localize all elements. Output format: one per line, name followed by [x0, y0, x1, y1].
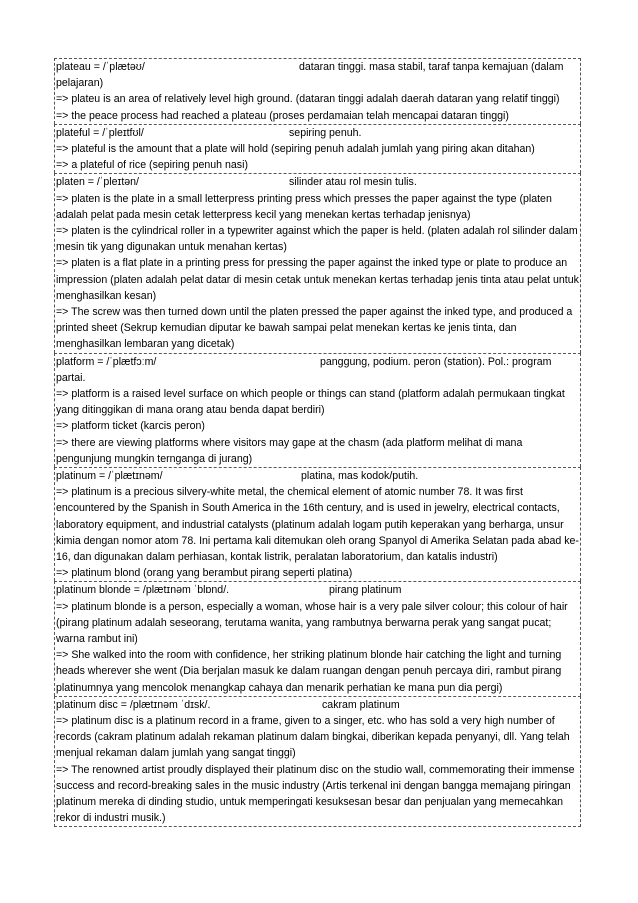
entry-header: [56, 468, 579, 484]
entry-header: [56, 697, 579, 713]
entry-header: [56, 59, 579, 75]
headword: platinum disc = /plætɪnəm ˈdɪsk/.: [56, 698, 211, 711]
entry-plateful: [54, 124, 581, 174]
entry-header: [56, 125, 579, 141]
entry-header: [56, 354, 579, 370]
meaning: pirang platinum: [329, 584, 402, 597]
example-line: => platinum blonde is a person, especially a woman, whose hair is a very pale silver colour; this colour of hair (pirang platinum adalah seseorang, terutama wanita, yang rambutnya berwarna perak yang sangat pucat; warna rambut ini): [56, 600, 568, 646]
example-line: => platen is a flat plate in a printing press for pressing the paper against the inked type or plate to produce an impression (platen adalah pelat datar di mesin cetak untuk menekan kertas terhadap jenis tinta atau pelat untuk menghasilkan kesan): [56, 257, 579, 302]
example-line: => platinum blond (orang yang berambut pirang seperti platina): [56, 567, 353, 580]
example-line: => She walked into the room with confidence, her striking platinum blonde hair catching the light and turning heads wherever she went (Dia berjalan masuk ke dalam ruangan dengan penuh percaya diri, rambut pirang platinumnya yang mencolok menangkap cahaya dan menarik perhatian ke mana pun dia pergi): [56, 649, 562, 694]
meaning: cakram platinum: [322, 698, 400, 711]
example-line: => platinum disc is a platinum record in a frame, given to a singer, etc. who has sold a very high number of records (cakram platinum adalah rekaman platinum dalam bingkai, diberikan kepada penyanyi, dll. Yang telah menjual rekaman dalam jumlah yang sangat tinggi): [56, 715, 570, 760]
entry-platinum: [54, 467, 581, 581]
example-line: => platform ticket (karcis peron): [56, 420, 205, 433]
meaning: panggung, podium. peron (station). Pol.: program: [320, 355, 552, 368]
meaning-continued: partai.: [56, 371, 86, 384]
example-line: => platen is the cylindrical roller in a typewriter against which the paper is held. (platen adalah rol silinder dalam mesin tik yang digunakan untuk menahan kertas): [56, 224, 578, 254]
dictionary-page: [54, 58, 581, 827]
example-line: => the peace process had reached a plateau (proses perdamaian telah mencapai dataran tinggi): [56, 109, 509, 122]
meaning: dataran tinggi. masa stabil, taraf tanpa kemajuan (dalam: [299, 61, 564, 73]
example-line: => there are viewing platforms where visitors may gape at the chasm (ada platform melihat di mana pengunjung mungkin ternganga di jurang): [56, 436, 523, 465]
headword: platform = /ˈplætfɔːm/: [56, 355, 157, 368]
example-line: => The screw was then turned down until the platen pressed the paper against the inked type, and produced a printed sheet (Sekrup kemudian diputar ke bawah sampai pelat menekan kertas ke jenis tinta, dan menghasilkan lembaran yang dicetak): [56, 306, 573, 351]
headword: platinum blonde = /plætɪnəm ˈblɒnd/.: [56, 584, 230, 597]
headword: platen = /ˈpleɪtən/: [56, 176, 139, 189]
meaning-continued: pelajaran): [56, 77, 104, 90]
headword: plateful = /ˈpleɪtfʊl/: [56, 126, 144, 139]
meaning: sepiring penuh.: [289, 126, 362, 139]
example-line: => plateful is the amount that a plate will hold (sepiring penuh adalah jumlah yang piring akan ditahan): [56, 142, 535, 155]
example-line: => platinum is a precious silvery-white metal, the chemical element of atomic number 78. It was first encountered by the Spanish in South America in the 16th century, and is used in jewelry, electrical contacts, laboratory equipment, and industrial catalysts (platinum adalah logam putih keperakan yang berharga, unsur kimia dengan nomor atom 78. Ini pertama kali ditemukan oleh orang Spanyol di Amerika Selatan pada abad ke-16, dan digunakan dalam perhiasan, kontak listrik, peralatan laboratorium, dan katalis industri): [56, 486, 579, 564]
example-line: => platen is the plate in a small letterpress printing press which presses the paper against the type (platen adalah pelat pada mesin cetak letterpress kecil yang menekan kertas terhadap jenisnya): [56, 192, 552, 221]
entry-platinum-blonde: [54, 581, 581, 695]
entry-header: [56, 582, 579, 598]
entry-platinum-disc: [54, 696, 581, 828]
example-line: => plateu is an area of relatively level high ground. (dataran tinggi adalah daerah dataran yang relatif tinggi): [56, 93, 560, 106]
example-line: => The renowned artist proudly displayed their platinum disc on the studio wall, commemorating their immense success and record-breaking sales in the music industry (Artis terkenal ini dengan bangga memajang piringan platinum mereka di dinding studio, untuk memperingati kesuksesan besar dan penjualan yang memecahkan rekor di industri musik.): [56, 763, 575, 825]
meaning: platina, mas kodok/putih.: [301, 470, 419, 483]
example-line: => a plateful of rice (sepiring penuh nasi): [56, 159, 248, 172]
example-line: => platform is a raised level surface on which people or things can stand (platform adalah permukaan tingkat yang ditinggikan di mana orang atau benda dapat berdiri): [56, 388, 565, 417]
entry-platen: [54, 173, 581, 352]
headword: plateau = /ˈplætəʊ/: [56, 61, 145, 73]
meaning: silinder atau rol mesin tulis.: [289, 176, 417, 189]
entry-header: [56, 174, 579, 190]
entry-plateau: [54, 58, 581, 124]
headword: platinum = /ˈplætɪnəm/: [56, 470, 163, 483]
entry-platform: [54, 353, 581, 467]
